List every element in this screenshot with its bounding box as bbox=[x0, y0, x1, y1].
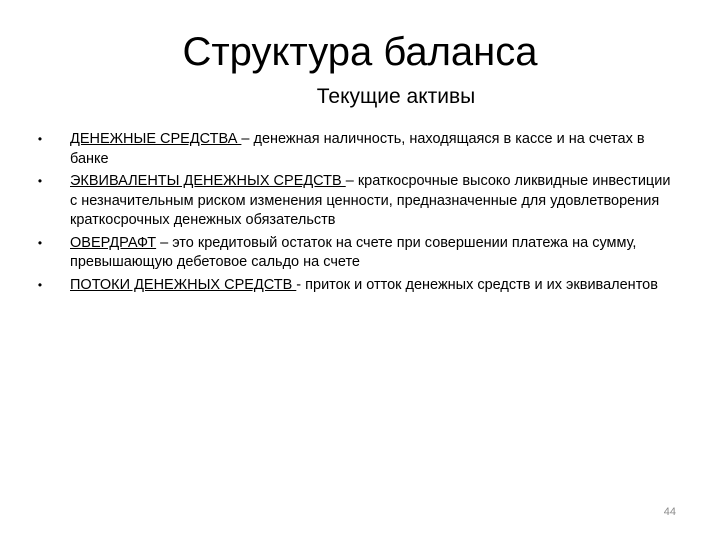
term-cash-equivalents: ЭКВИВАЛЕНТЫ ДЕНЕЖНЫХ СРЕДСТВ bbox=[70, 173, 346, 189]
term-cash-flows: ПОТОКИ ДЕНЕЖНЫХ СРЕДСТВ bbox=[70, 276, 297, 293]
list-item bbox=[34, 234, 674, 273]
list-item bbox=[34, 172, 674, 231]
bullet-icon: • bbox=[37, 235, 43, 250]
definition-cash-equivalents: – краткосрочные высоко ликвидные инвестиции с незначительным риском изменения ценности, предназначенные для удовлетворения краткосрочных денежных обязательств bbox=[70, 173, 671, 228]
list-item bbox=[34, 130, 674, 169]
page-number: 44 bbox=[663, 506, 676, 518]
term-cash: ДЕНЕЖНЫЕ СРЕДСТВА bbox=[70, 131, 242, 147]
bullet-icon: • bbox=[37, 277, 43, 292]
definition-cash: – денежная наличность, находящаяся в кассе и на счетах в банке bbox=[70, 131, 645, 167]
term-overdraft: ОВЕРДРАФТ bbox=[70, 234, 157, 251]
definition-list bbox=[34, 130, 674, 298]
bullet-icon: • bbox=[37, 174, 43, 188]
definition-overdraft: – это кредитовый остаток на счете при совершении платежа на сумму, превышающую дебетовое сальдо на счете bbox=[70, 234, 637, 270]
slide-title: Структура баланса bbox=[182, 30, 538, 74]
slide-subtitle: Текущие активы bbox=[316, 85, 476, 108]
definition-cash-flows: - приток и отток денежных средств и их эквивалентов bbox=[296, 276, 658, 293]
list-item bbox=[34, 276, 674, 296]
bullet-icon: • bbox=[37, 132, 43, 146]
